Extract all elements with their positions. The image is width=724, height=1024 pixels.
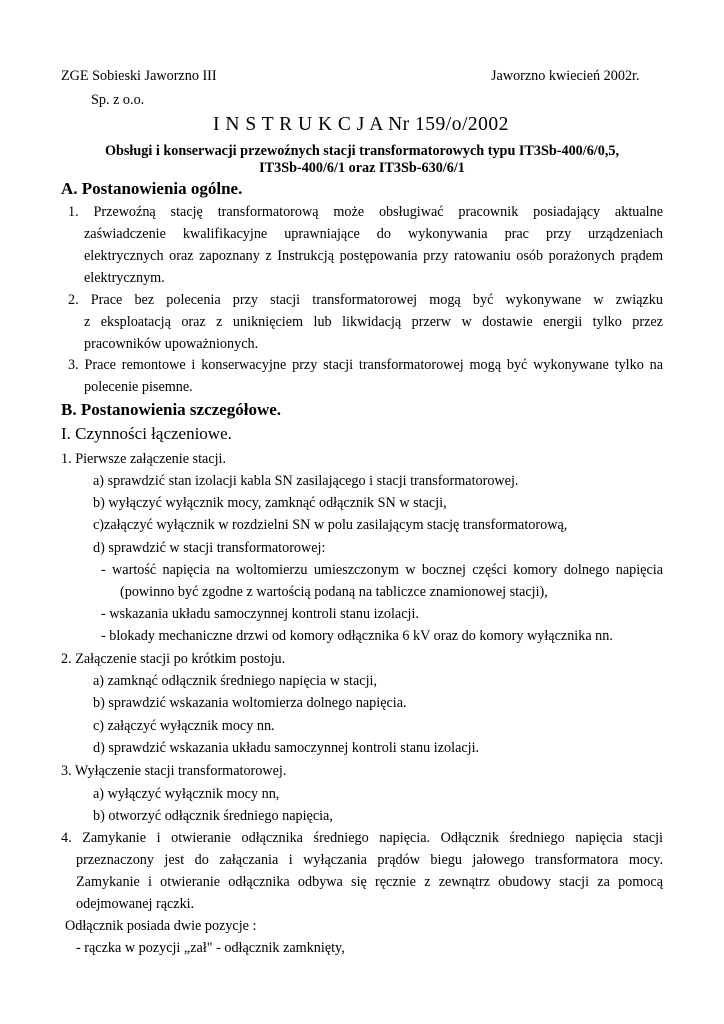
step-3b: b) otworzyć odłącznik średniego napięcia, — [93, 808, 333, 824]
place-date: Jaworzno kwiecień 2002r. — [491, 68, 640, 84]
step-4-line-6: - rączka w pozycji „zał" - odłącznik zamknięty, — [76, 940, 345, 956]
step-4-line-3: Zamykanie i otwieranie odłącznika odbywa się ręcznie z zewnątrz obudowy stacji za pomocą — [76, 874, 663, 890]
section-a-item-2-line-2: z eksploatacją oraz z uniknięciem lub likwidacją przerw w dostawie energii tylko przez — [84, 314, 663, 330]
step-1d-insulation: - wskazania układu samoczynnej kontroli stanu izolacji. — [101, 606, 419, 622]
step-4-line-1: 4. Zamykanie i otwieranie odłącznika średniego napięcia. Odłącznik średniego napięcia stacji — [61, 830, 663, 846]
document-title: I N S T R U K C J A Nr 159/o/2002 — [213, 114, 509, 135]
step-2b: b) sprawdzić wskazania woltomierza dolnego napięcia. — [93, 695, 407, 711]
step-1d: d) sprawdzić w stacji transformatorowej: — [93, 540, 326, 556]
section-a-item-2-line-3: pracowników upoważnionych. — [84, 336, 259, 352]
section-a-item-1-line-4: elektrycznym. — [84, 270, 165, 286]
subtitle-line-1: Obsługi i konserwacji przewoźnych stacji transformatorowych typu IT3Sb-400/6/0,5, — [104, 143, 620, 159]
step-4-line-2: przeznaczony jest do załączania i wyłączania prądów biegu jałowego transformatora mocy. — [76, 852, 663, 868]
step-2a: a) zamknąć odłącznik średniego napięcia w stacji, — [93, 673, 378, 689]
step-3-title: 3. Wyłączenie stacji transformatorowej. — [61, 763, 287, 779]
step-3a: a) wyłączyć wyłącznik mocy nn, — [93, 786, 280, 802]
section-a-item-1-line-3: elektrycznych oraz zapoznany z Instrukcją postępowania przy ratowaniu osób porażonych prądem — [84, 248, 663, 264]
section-a-item-1-line-1: 1. Przewoźną stację transformatorową może obsługiwać pracownik posiadający aktualne — [68, 204, 663, 220]
step-1d-interlocks: - blokady mechaniczne drzwi od komory odłącznika 6 kV oraz do komory wyłącznika nn. — [101, 628, 613, 644]
step-4-line-4: odejmowanej rączki. — [76, 896, 195, 912]
step-1b: b) wyłączyć wyłącznik mocy, zamknąć odłącznik SN w stacji, — [93, 495, 447, 511]
step-1a: a) sprawdzić stan izolacji kabla SN zasilającego i stacji transformatorowej. — [93, 473, 519, 489]
section-a-item-3-line-2: polecenie pisemne. — [84, 379, 193, 395]
section-b-heading: B. Postanowienia szczegółowe. — [61, 400, 282, 419]
step-4-line-5: Odłącznik posiada dwie pozycje : — [65, 918, 257, 934]
company-form: Sp. z o.o. — [91, 92, 145, 108]
step-1-title: 1. Pierwsze załączenie stacji. — [61, 451, 227, 467]
section-a-item-1-line-2: zaświadczenie kwalifikacyjne uprawniające do wykonywania prac przy urządzeniach — [84, 226, 663, 242]
step-2c: c) załączyć wyłącznik mocy nn. — [93, 718, 275, 734]
company-name: ZGE Sobieski Jaworzno III — [61, 68, 217, 84]
step-1d-voltage-line-2: (powinno być zgodne z wartością podaną na tabliczce znamionowej stacji), — [120, 584, 548, 600]
section-a-item-3-line-1: 3. Prace remontowe i konserwacyjne przy stacji transformatorowej mogą być wykonywane tylko na — [68, 357, 663, 373]
step-1c: c)załączyć wyłącznik w rozdzielni SN w polu zasilającym stację transformatorową, — [93, 517, 568, 533]
step-1d-voltage-line-1: - wartość napięcia na woltomierzu umieszczonym w bocznej części komory dolnego napięcia — [101, 562, 663, 578]
step-2d: d) sprawdzić wskazania układu samoczynnej kontroli stanu izolacji. — [93, 740, 480, 756]
section-a-item-2-line-1: 2. Prace bez polecenia przy stacji transformatorowej mogą być wykonywane w związku — [68, 292, 663, 308]
section-b-subheading: I. Czynności łączeniowe. — [61, 424, 232, 443]
subtitle-line-2: IT3Sb-400/6/1 oraz IT3Sb-630/6/1 — [259, 160, 465, 176]
step-2-title: 2. Załączenie stacji po krótkim postoju. — [61, 651, 286, 667]
section-a-heading: A. Postanowienia ogólne. — [61, 179, 243, 198]
